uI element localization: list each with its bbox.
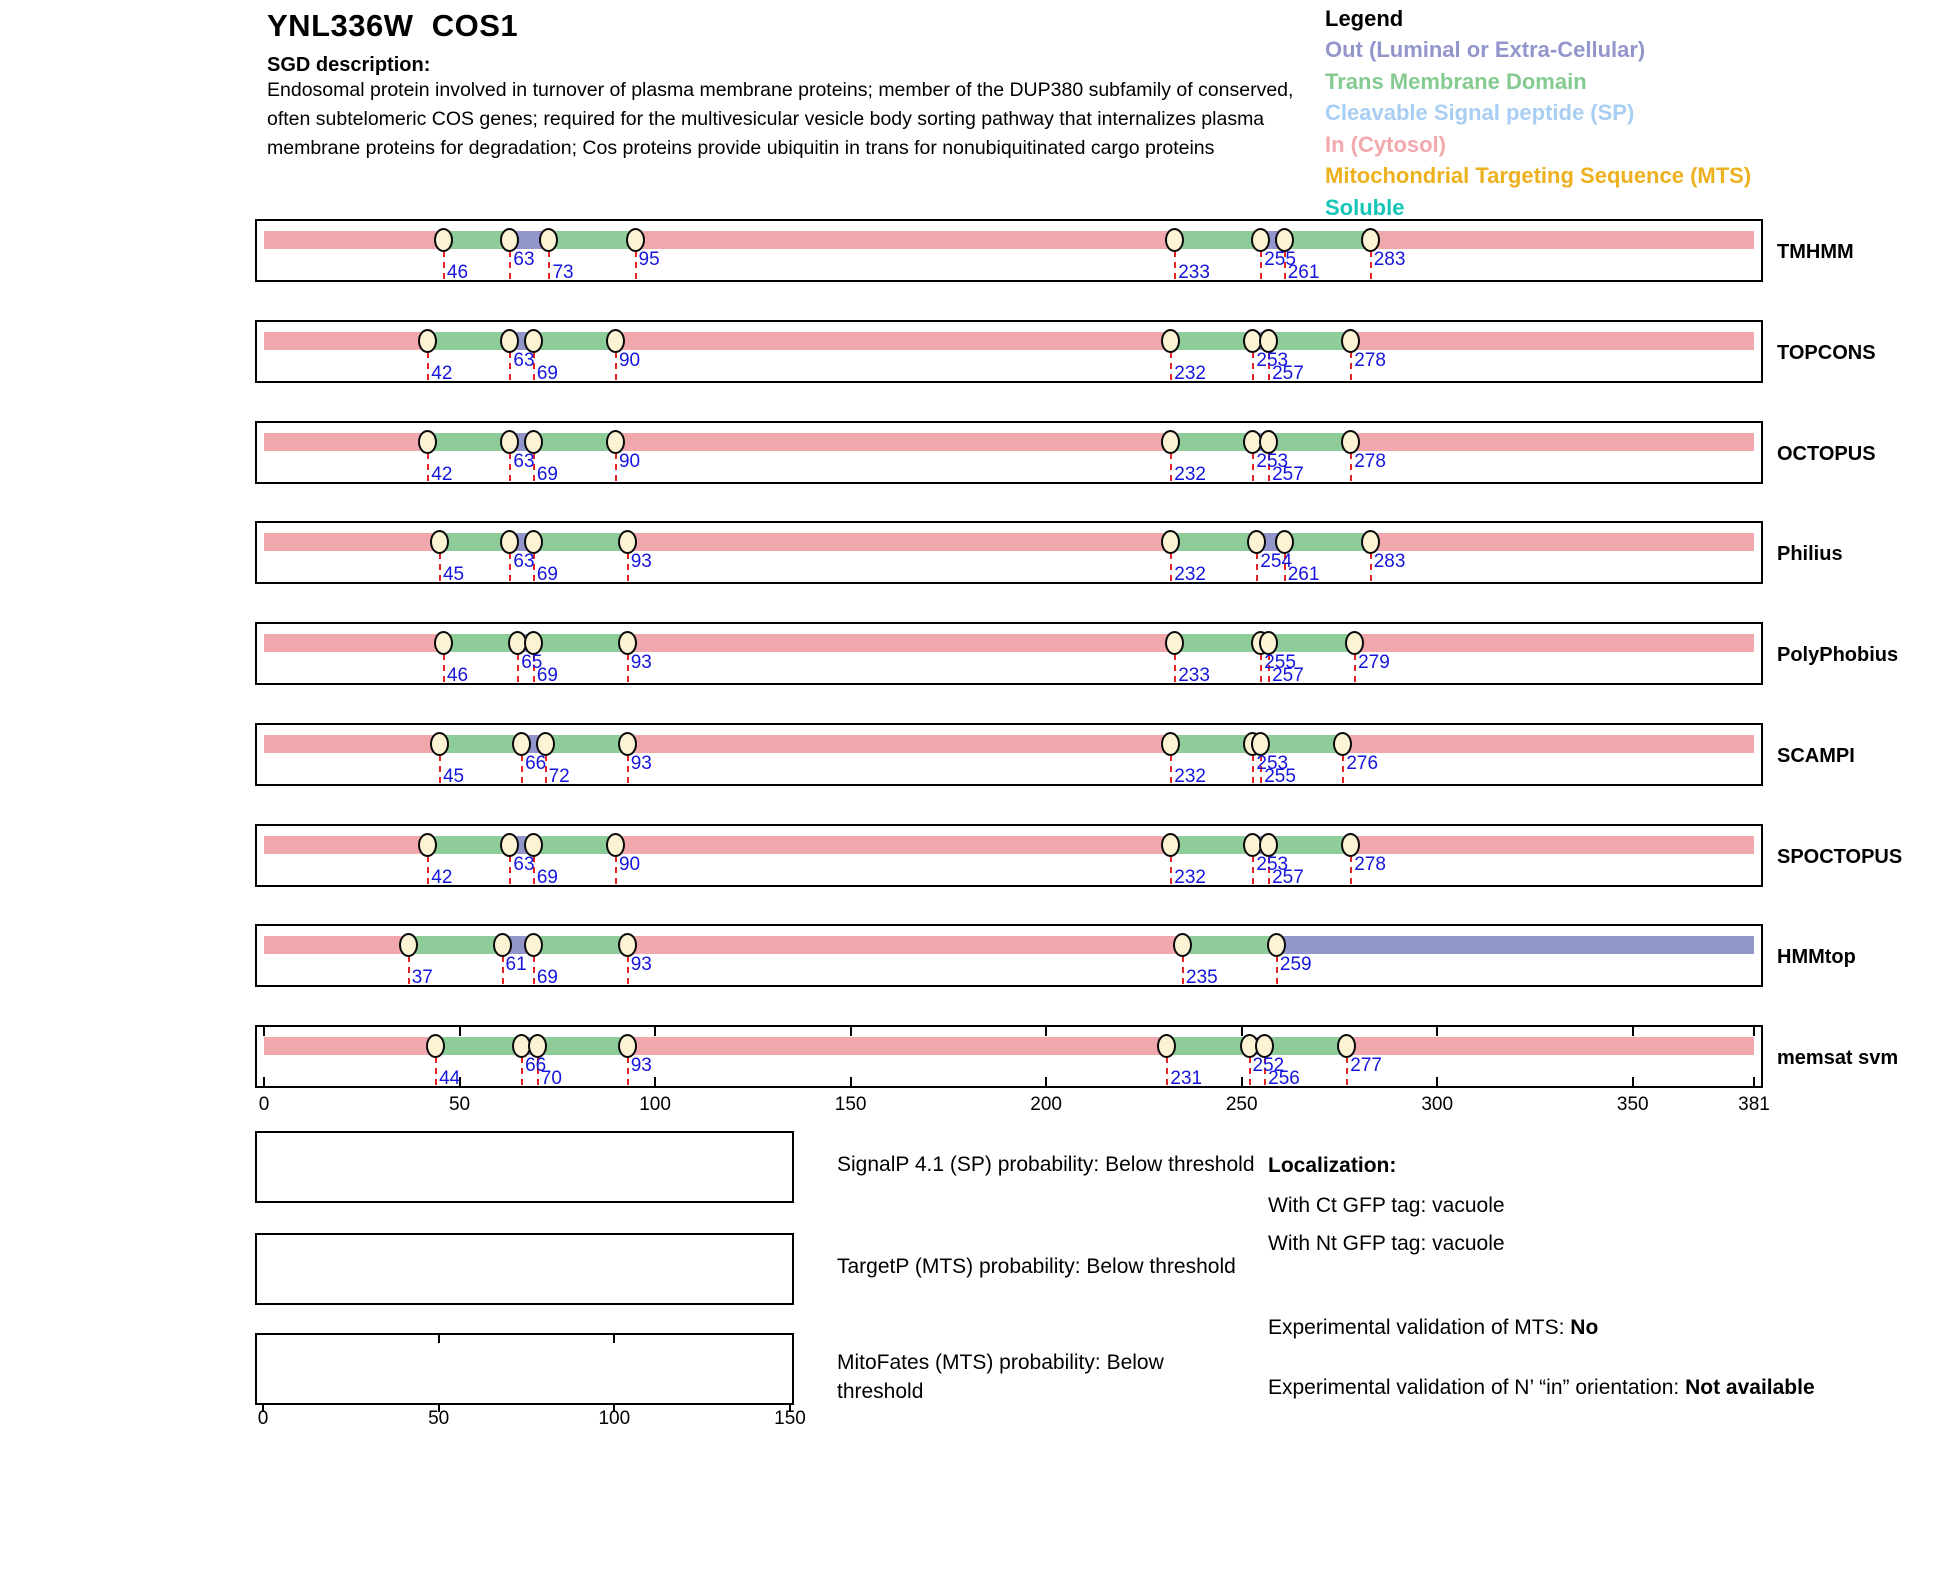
legend-item-1: Out (Luminal or Extra-Cellular): [1325, 37, 1646, 62]
boundary-marker-circle: [1251, 732, 1270, 756]
plot-frame-tick: [438, 1335, 440, 1343]
boundary-marker-circle: [500, 430, 519, 454]
segment-in: [264, 634, 444, 652]
segment-in: [264, 332, 428, 350]
sgd-description-heading: SGD description:: [267, 54, 431, 76]
boundary-position-label: 73: [552, 262, 574, 283]
boundary-position-label: 45: [442, 564, 465, 585]
segment-tm: [444, 634, 518, 652]
segment-in: [264, 735, 440, 753]
boundary-position-label: 278: [1354, 854, 1386, 875]
legend: [1325, 4, 1751, 223]
segment-in: [264, 836, 428, 854]
segment-in: [628, 735, 1172, 753]
axis-frame-tick: [1753, 1027, 1755, 1036]
axis-frame-tick: [1045, 1027, 1047, 1036]
segment-tm: [538, 1037, 628, 1055]
segment-in: [616, 836, 1171, 854]
boundary-marker-circle: [618, 530, 637, 554]
boundary-marker-circle: [1165, 228, 1184, 252]
boundary-position-label: 259: [1279, 954, 1312, 975]
segment-tm: [1167, 1037, 1249, 1055]
boundary-position-label: 232: [1174, 867, 1206, 888]
boundary-marker-circle: [1341, 329, 1360, 353]
segment-tm: [428, 332, 510, 350]
axis-frame-tick: [1436, 1027, 1438, 1036]
segment-tm: [534, 836, 616, 854]
legend-item-6: Soluble: [1325, 194, 1405, 220]
boundary-position-label: 63: [513, 551, 535, 572]
boundary-position-label: 66: [525, 753, 547, 774]
boundary-position-label: 93: [630, 652, 652, 673]
track-name-spoctopus: SPOCTOPUS: [1777, 846, 1903, 868]
page-title: YNL336W COS1: [267, 8, 519, 43]
boundary-marker-circle: [618, 732, 637, 756]
segment-tm: [1175, 231, 1261, 249]
segment-in: [264, 433, 428, 451]
boundary-position-label: 233: [1178, 665, 1210, 686]
segment-in: [628, 634, 1176, 652]
track-box-octopus: [255, 421, 1763, 484]
segment-tm: [1269, 433, 1351, 451]
legend-items: [1325, 34, 1751, 223]
boundary-marker-circle: [430, 530, 449, 554]
segment-tm: [1269, 332, 1351, 350]
boundary-position-label: 44: [439, 1068, 461, 1089]
boundary-position-label: 69: [536, 564, 558, 585]
axis-frame-tick: [654, 1027, 656, 1036]
legend-title: Legend: [1325, 6, 1404, 31]
legend-item-3: Cleavable Signal peptide (SP): [1325, 100, 1635, 125]
segment-tm: [1171, 836, 1253, 854]
boundary-position-label: 235: [1186, 967, 1218, 988]
axis-frame-tick: [459, 1027, 461, 1036]
plot-axis-tick-150: 150: [774, 1408, 806, 1429]
boundary-position-label: 278: [1354, 350, 1386, 371]
boundary-marker-circle: [1161, 732, 1180, 756]
boundary-marker-circle: [1247, 530, 1266, 554]
segment-tm: [546, 735, 628, 753]
boundary-position-label: 283: [1373, 249, 1406, 270]
boundary-position-label: 254: [1260, 551, 1293, 572]
boundary-marker-circle: [1161, 833, 1180, 857]
boundary-position-label: 93: [630, 1055, 652, 1076]
orientation-validation-line: [1268, 1372, 1843, 1404]
legend-item-5: Mitochondrial Targeting Sequence (MTS): [1325, 163, 1752, 188]
boundary-position-label: 261: [1287, 564, 1320, 585]
track-box-tmhmm: [255, 219, 1763, 282]
track-name-philius: Philius: [1777, 543, 1843, 565]
boundary-position-label: 70: [540, 1068, 562, 1089]
boundary-position-label: 232: [1174, 464, 1206, 485]
residue-axis-tick-100: 100: [639, 1094, 671, 1115]
boundary-marker-circle: [539, 228, 558, 252]
boundary-position-label: 257: [1272, 363, 1304, 384]
boundary-marker-circle: [1255, 1034, 1274, 1058]
boundary-position-label: 69: [536, 464, 558, 485]
boundary-position-label: 42: [431, 363, 453, 384]
axis-frame-tick: [1241, 1077, 1243, 1086]
sgd-description-text: Endosomal protein involved in turnover of plasma membrane proteins; member of the DUP380 subfamily of conserved, often subtelomeric COS genes; required for the multivesicular vesicle body sorting pathway that internalizes plasma membrane proteins for degradation; Cos proteins provide ubiquitin in trans for nonubiquitinated cargo proteins: [267, 79, 1294, 159]
segment-in: [1371, 533, 1754, 551]
segment-in: [264, 936, 409, 954]
boundary-position-label: 90: [618, 350, 641, 371]
segment-tm: [534, 433, 616, 451]
boundary-marker-circle: [528, 1034, 547, 1058]
boundary-marker-circle: [1345, 631, 1364, 655]
residue-axis-tick-200: 200: [1030, 1094, 1062, 1115]
segment-in: [1351, 836, 1754, 854]
boundary-position-label: 90: [618, 854, 641, 875]
plot-caption-1: SignalP 4.1 (SP) probability: Below threshold: [837, 1153, 1255, 1176]
plot-caption-3: MitoFates (MTS) probability: Below threshold: [837, 1351, 1164, 1403]
track-name-octopus: OCTOPUS: [1777, 443, 1876, 465]
boundary-marker-circle: [606, 430, 625, 454]
boundary-marker-circle: [500, 833, 519, 857]
boundary-marker-circle: [1275, 530, 1294, 554]
axis-frame-tick: [1241, 1027, 1243, 1036]
axis-frame-tick: [850, 1027, 852, 1036]
segment-in: [628, 936, 1183, 954]
segment-in: [1355, 634, 1754, 652]
residue-axis-tick-150: 150: [834, 1094, 867, 1115]
probability-plot-box-2: [255, 1233, 794, 1305]
segment-in: [628, 1037, 1168, 1055]
track-box-topcons: [255, 320, 1763, 383]
boundary-position-label: 283: [1373, 551, 1406, 572]
boundary-marker-circle: [524, 329, 543, 353]
axis-frame-tick: [1632, 1027, 1634, 1036]
plot-axis-tick-0: 0: [257, 1408, 269, 1429]
boundary-position-label: 45: [442, 766, 465, 787]
boundary-position-label: 253: [1256, 350, 1289, 371]
boundary-marker-circle: [606, 329, 625, 353]
boundary-position-label: 257: [1272, 867, 1304, 888]
track-box-polyphobius: [255, 622, 1763, 685]
segment-out: [1277, 936, 1754, 954]
boundary-position-label: 253: [1256, 753, 1289, 774]
boundary-position-label: 63: [513, 854, 535, 875]
orientation-validation-value: Not available: [1685, 1376, 1815, 1399]
boundary-marker-circle: [524, 933, 543, 957]
boundary-position-label: 231: [1170, 1068, 1203, 1089]
boundary-position-label: 46: [446, 262, 469, 283]
segment-tm: [1171, 433, 1253, 451]
boundary-marker-circle: [1333, 732, 1352, 756]
legend-item-2: Trans Membrane Domain: [1325, 68, 1587, 94]
track-name-memsat-svm: memsat svm: [1777, 1047, 1899, 1069]
track-box-hmmtop: [255, 924, 1763, 987]
boundary-position-label: 278: [1354, 451, 1386, 472]
mts-validation-value: No: [1570, 1316, 1599, 1339]
boundary-position-label: 42: [431, 464, 453, 485]
segment-tm: [428, 836, 510, 854]
residue-axis-tick-50: 50: [448, 1094, 471, 1115]
boundary-marker-circle: [1341, 430, 1360, 454]
track-name-hmmtop: HMMtop: [1777, 946, 1856, 968]
boundary-marker-circle: [1259, 430, 1278, 454]
boundary-position-label: 255: [1264, 652, 1296, 673]
probability-plot-box-1: [255, 1131, 794, 1203]
segment-tm: [1175, 634, 1261, 652]
boundary-marker-circle: [399, 933, 418, 957]
axis-frame-tick: [263, 1027, 265, 1036]
axis-frame-tick: [1753, 1077, 1755, 1086]
boundary-marker-circle: [1267, 933, 1286, 957]
boundary-marker-circle: [1361, 530, 1380, 554]
boundary-marker-circle: [1341, 833, 1360, 857]
boundary-marker-circle: [524, 631, 543, 655]
boundary-marker-circle: [1161, 530, 1180, 554]
boundary-position-label: 253: [1256, 451, 1289, 472]
localization-ct-gfp: With Ct GFP tag: vacuole: [1268, 1194, 1505, 1217]
segment-tm: [1171, 533, 1257, 551]
boundary-marker-circle: [618, 1034, 637, 1058]
segment-tm: [534, 634, 628, 652]
segment-tm: [1171, 332, 1253, 350]
boundary-position-label: 90: [618, 451, 641, 472]
axis-frame-tick: [850, 1077, 852, 1086]
residue-axis-tick-0: 0: [258, 1094, 270, 1115]
axis-frame-tick: [1632, 1077, 1634, 1086]
boundary-position-label: 63: [513, 451, 535, 472]
plot-axis-tick-100: 100: [598, 1408, 631, 1429]
boundary-position-label: 63: [513, 249, 535, 270]
boundary-position-label: 69: [536, 867, 558, 888]
boundary-marker-circle: [524, 430, 543, 454]
track-name-scampi: SCAMPI: [1777, 745, 1855, 767]
boundary-marker-circle: [1161, 329, 1180, 353]
boundary-marker-circle: [500, 530, 519, 554]
boundary-marker-circle: [1275, 228, 1294, 252]
track-name-polyphobius: PolyPhobius: [1777, 644, 1899, 666]
boundary-position-label: 256: [1268, 1068, 1300, 1089]
boundary-marker-circle: [1251, 228, 1270, 252]
boundary-marker-circle: [418, 329, 437, 353]
segment-in: [1351, 433, 1754, 451]
boundary-position-label: 257: [1272, 464, 1304, 485]
boundary-position-label: 233: [1178, 262, 1210, 283]
boundary-position-label: 93: [630, 753, 652, 774]
segment-in: [1347, 1037, 1754, 1055]
axis-frame-tick: [654, 1077, 656, 1086]
boundary-marker-circle: [500, 228, 519, 252]
boundary-marker-circle: [626, 228, 645, 252]
segment-tm: [428, 433, 510, 451]
track-box-memsat-svm: [255, 1025, 1763, 1088]
boundary-marker-circle: [512, 732, 531, 756]
mts-validation-prefix: Experimental validation of MTS:: [1268, 1316, 1571, 1339]
boundary-marker-circle: [524, 833, 543, 857]
boundary-position-label: 232: [1174, 363, 1206, 384]
mts-validation-line: [1268, 1312, 1598, 1344]
boundary-position-label: 37: [411, 967, 433, 988]
plot-axis-tick-50: 50: [428, 1408, 450, 1429]
boundary-position-label: 232: [1174, 766, 1206, 787]
residue-axis-tick-350: 350: [1616, 1094, 1649, 1115]
boundary-position-label: 261: [1287, 262, 1320, 283]
axis-frame-tick: [263, 1077, 265, 1086]
boundary-position-label: 255: [1264, 766, 1296, 787]
boundary-position-label: 42: [431, 867, 453, 888]
boundary-marker-circle: [536, 732, 555, 756]
boundary-marker-circle: [418, 430, 437, 454]
boundary-marker-circle: [606, 833, 625, 857]
orientation-validation-prefix: Experimental validation of N’ “in” orientation:: [1268, 1376, 1686, 1399]
boundary-position-label: 255: [1264, 249, 1296, 270]
segment-tm: [409, 936, 503, 954]
boundary-position-label: 253: [1256, 854, 1289, 875]
localization-nt-gfp: With Nt GFP tag: vacuole: [1268, 1232, 1505, 1255]
plot-caption-2: TargetP (MTS) probability: Below threshold: [837, 1255, 1236, 1278]
boundary-position-label: 69: [536, 967, 558, 988]
segment-in: [1343, 735, 1754, 753]
boundary-marker-circle: [618, 631, 637, 655]
boundary-marker-circle: [1259, 833, 1278, 857]
segment-tm: [1285, 231, 1371, 249]
boundary-position-label: 93: [630, 551, 652, 572]
segment-tm: [440, 735, 522, 753]
segment-in: [1351, 332, 1754, 350]
boundary-position-label: 66: [525, 1055, 547, 1076]
segment-tm: [436, 1037, 522, 1055]
boundary-marker-circle: [524, 530, 543, 554]
boundary-marker-circle: [1361, 228, 1380, 252]
track-name-topcons: TOPCONS: [1777, 342, 1876, 364]
boundary-position-label: 257: [1272, 665, 1304, 686]
boundary-position-label: 276: [1346, 753, 1379, 774]
segment-tm: [534, 332, 616, 350]
boundary-marker-circle: [1173, 933, 1192, 957]
boundary-position-label: 93: [630, 954, 652, 975]
residue-axis-tick-250: 250: [1225, 1094, 1258, 1115]
segment-tm: [1285, 533, 1371, 551]
segment-tm: [1261, 735, 1343, 753]
segment-in: [628, 533, 1172, 551]
boundary-marker-circle: [426, 1034, 445, 1058]
segment-in: [264, 533, 440, 551]
axis-frame-tick: [1436, 1077, 1438, 1086]
axis-frame-tick: [1045, 1077, 1047, 1086]
boundary-position-label: 252: [1252, 1055, 1285, 1076]
boundary-marker-circle: [1337, 1034, 1356, 1058]
segment-tm: [1183, 936, 1277, 954]
segment-tm: [534, 936, 628, 954]
boundary-position-label: 72: [548, 766, 570, 787]
segment-in: [616, 332, 1171, 350]
probability-plot-box-3: [255, 1333, 794, 1405]
segment-in: [616, 433, 1171, 451]
segment-tm: [1269, 836, 1351, 854]
segment-in: [1371, 231, 1754, 249]
track-box-philius: [255, 521, 1763, 584]
boundary-marker-circle: [418, 833, 437, 857]
boundary-marker-circle: [1259, 329, 1278, 353]
residue-axis-tick-300: 300: [1421, 1094, 1454, 1115]
boundary-marker-circle: [434, 631, 453, 655]
legend-item-4: In (Cytosol): [1325, 131, 1446, 157]
boundary-marker-circle: [1157, 1034, 1176, 1058]
boundary-position-label: 69: [536, 363, 558, 384]
segment-tm: [1171, 735, 1253, 753]
residue-axis-tick-381: 381: [1738, 1094, 1770, 1115]
boundary-position-label: 232: [1174, 564, 1206, 585]
segment-in: [636, 231, 1176, 249]
boundary-marker-circle: [430, 732, 449, 756]
boundary-position-label: 95: [638, 249, 660, 270]
track-box-spoctopus: [255, 824, 1763, 887]
boundary-marker-circle: [493, 933, 512, 957]
boundary-position-label: 46: [446, 665, 469, 686]
plot-frame-tick: [613, 1335, 615, 1343]
boundary-marker-circle: [1165, 631, 1184, 655]
boundary-position-label: 61: [505, 954, 527, 975]
boundary-position-label: 63: [513, 350, 535, 371]
boundary-position-label: 69: [536, 665, 558, 686]
segment-in: [264, 1037, 436, 1055]
boundary-marker-circle: [1161, 430, 1180, 454]
boundary-position-label: 65: [521, 652, 543, 673]
boundary-position-label: 277: [1350, 1055, 1382, 1076]
segment-tm: [534, 533, 628, 551]
boundary-marker-circle: [1259, 631, 1278, 655]
track-box-scampi: [255, 723, 1763, 786]
localization-heading: Localization:: [1268, 1154, 1397, 1177]
segment-in: [264, 231, 444, 249]
segment-tm: [1265, 1037, 1347, 1055]
segment-tm: [1269, 634, 1355, 652]
boundary-position-label: 279: [1358, 652, 1390, 673]
boundary-marker-circle: [618, 933, 637, 957]
segment-tm: [549, 231, 635, 249]
boundary-marker-circle: [500, 329, 519, 353]
boundary-marker-circle: [434, 228, 453, 252]
track-name-tmhmm: TMHMM: [1777, 241, 1854, 263]
